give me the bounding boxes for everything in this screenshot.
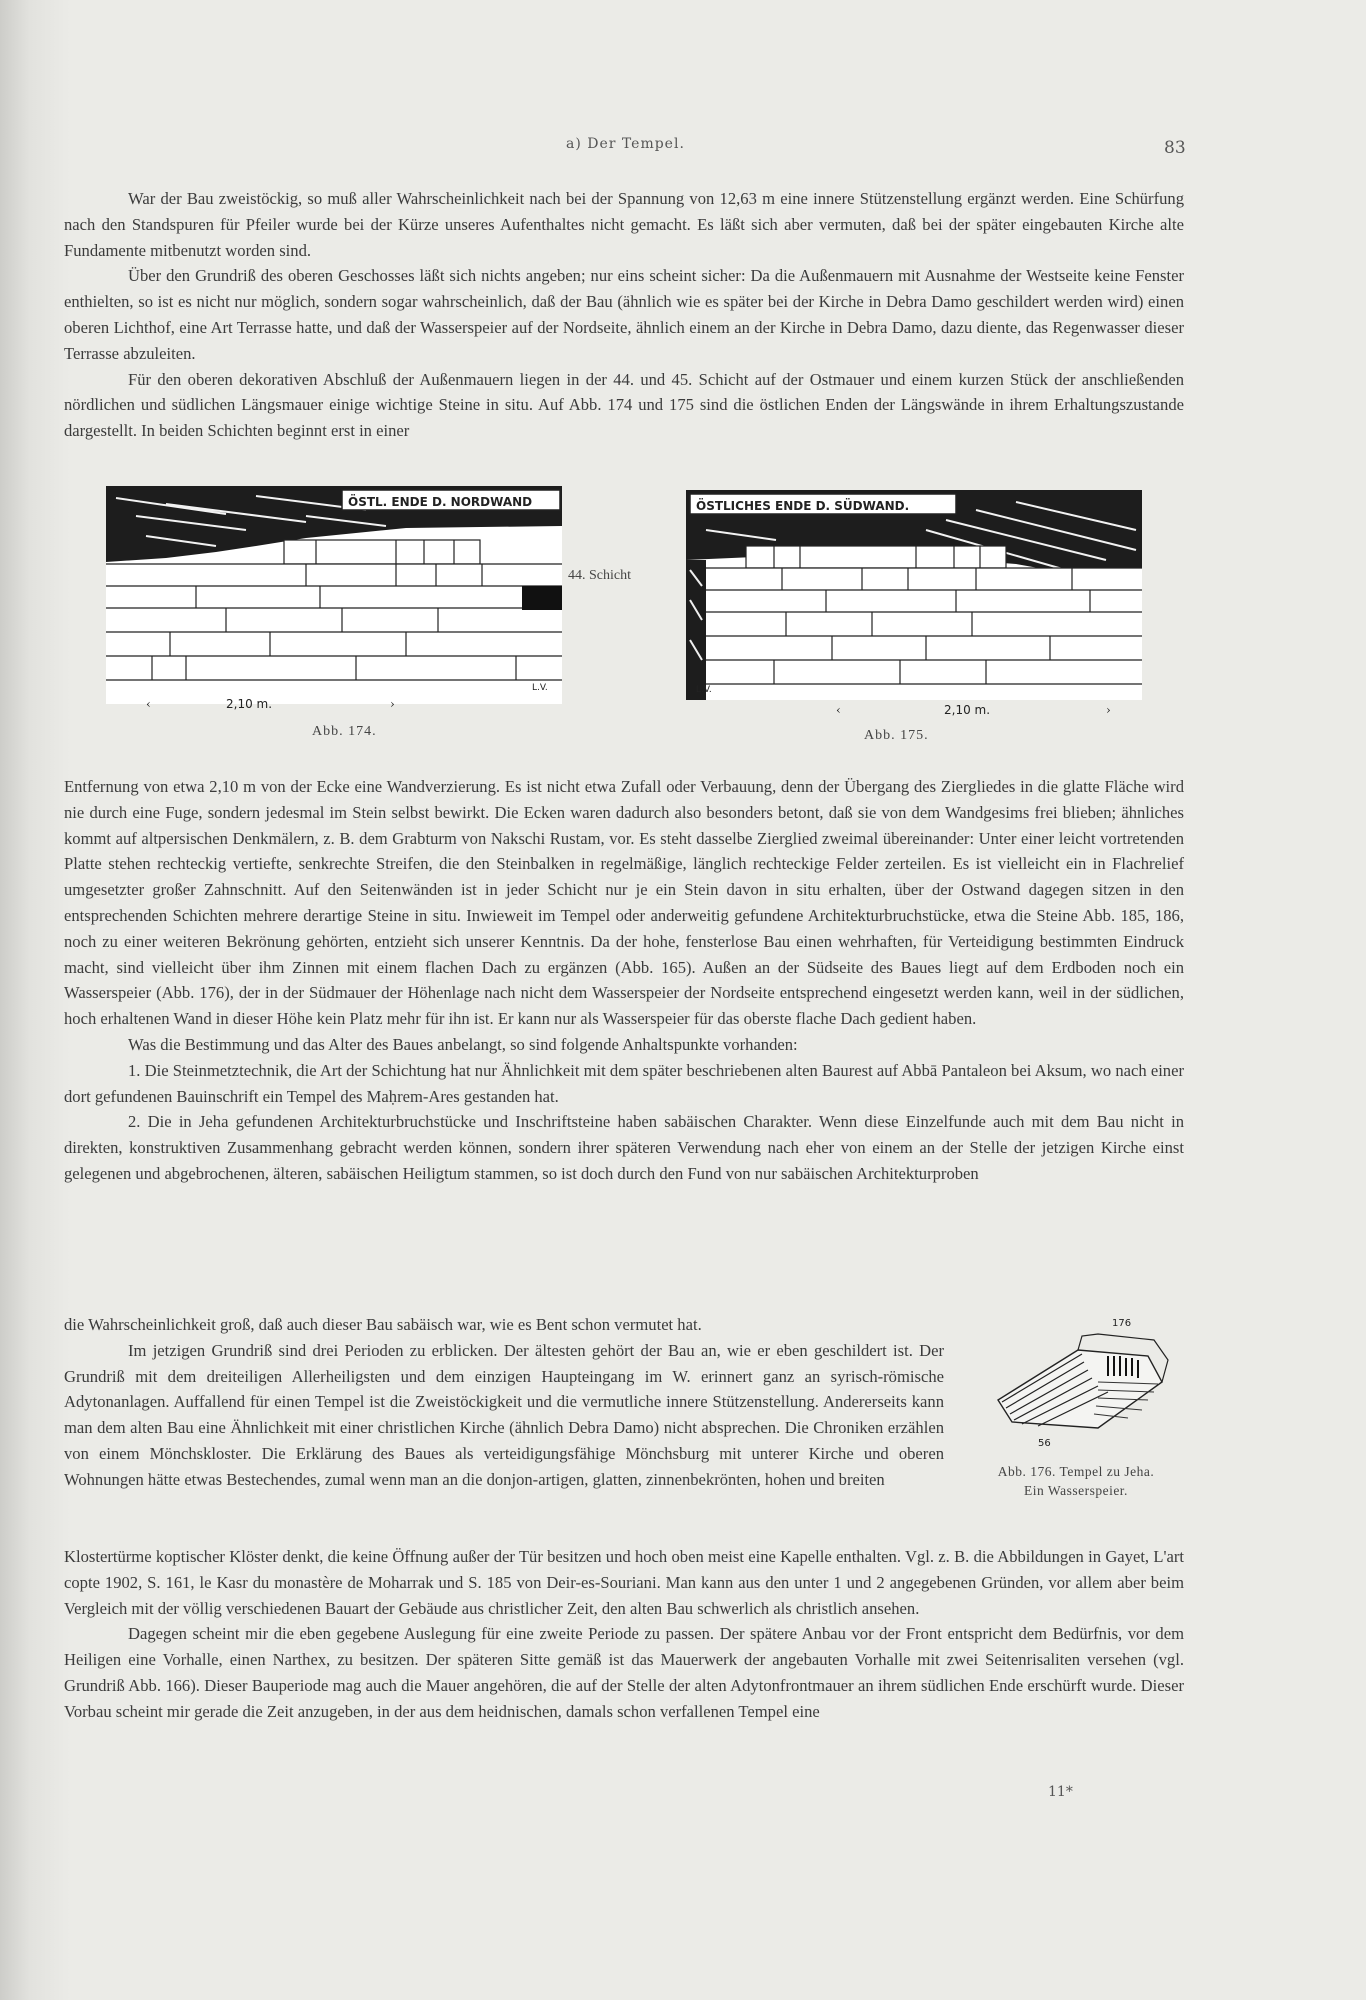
svg-text:›: ›	[1106, 703, 1111, 717]
text-block-bottom	[64, 1544, 1184, 1725]
text-block-middle	[64, 774, 1184, 1187]
paragraph: Im jetzigen Grundriß sind drei Perioden zu erblicken. Der ältesten gehört der Bau an, wie er eben geschildert ist. Der Grundriß mit dem dreiteiligen Allerheiligsten und dem einzigen Haupteingang im W. erinnert ganz an syrisch-römische Adytonanlagen. Auffallend für einen Tempel ist die Zweistöckigkeit und die vermutliche innere Stützenstellung. Andererseits kann man dem alten Bau eine Ähnlichkeit mit einer christlichen Kirche (ähnlich Debra Damo) nicht absprechen. Die Chroniken erzählen von einem Mönchskloster. Die Erklärung des Baues als verteidigungsfähige Mönchsburg mit unterer Kirche und oberen Wohnungen hätte etwas Bestechendes, zumal wenn man an die donjon-artigen, glatten, zinnenbekrönten, hohen und breiten	[64, 1340, 944, 1489]
page-number: 83	[1164, 138, 1186, 158]
paragraph: Entfernung von etwa 2,10 m von der Ecke eine Wandverzierung. Es ist nicht etwa Zufall oder Verbauung, denn der Übergang des Ziergliedes in die glatte Fläche wird nie durch eine Fuge, sondern jedesmal im Stein selbst bewirkt. Die Ecken waren dadurch also besonders betont, daß sie von dem Wandgesims frei blieben; ähnliches kommt auf altpersischen Denkmälern, z. B. dem Grabturm von Nakschi Rustam, vor. Es steht dasselbe Zierglied zweimal übereinander: Unter einer leicht vortretenden Platte stehen rechteckig vertiefte, senkrechte Streifen, die den Steinbalken in regelmäßige, länglich rechteckige Felder zerteilen. Es ist vielleicht ein in Flachrelief umgesetzter großer Zahnschnitt. Auf den Seitenwänden ist in jeder Schicht nur je ein Stein davon in situ erhalten, über der Ostwand dagegen sitzen in den entsprechenden Schichten mehrere derartige Steine in situ. Inwieweit im Tempel oder anderweitig gefundene Architekturbruchstücke, etwa die Steine Abb. 185, 186, noch zu einer weiteren Bekrönung gehörten, entzieht sich unserer Kenntnis. Da der hohe, fensterlose Bau einen wehrhaften, für Verteidigung bestimmten Eindruck macht, sind vielleicht über ihm Zinnen mit einem flachen Dach zu ergänzen (Abb. 165). Außen an der Südseite des Baues liegt auf dem Erdboden noch ein Wasserspeier (Abb. 176), der in der Südmauer der Höhenlage nach nicht dem Wasserspeier der Nordseite entsprechend eingesetzt werden kann, weil in der südlichen, hoch erhaltenen Wand in dieser Höhe kein Platz mehr für ihn ist. Er kann nur als Wasserspeier für das oberste flache Dach gedient haben.	[64, 777, 1184, 1029]
section-title: a) Der Tempel.	[566, 136, 685, 152]
svg-text:‹: ‹	[146, 697, 151, 711]
figure-175	[686, 490, 1144, 720]
figure-176	[978, 1310, 1188, 1454]
svg-text:‹: ‹	[836, 703, 841, 717]
fig175-label: ÖSTLICHES ENDE D. SÜDWAND.	[696, 499, 910, 513]
fig176-caption-line: Abb. 176. Tempel zu Jeha.	[997, 1464, 1155, 1479]
paragraph: Für den oberen dekorativen Abschluß der Außenmauern liegen in der 44. und 45. Schicht auf der Ostmauer und einem kurzen Stück der anschließenden nördlichen und südlichen Längsmauer einige wichtige Steine in situ. Auf Abb. 174 und 175 sind die östlichen Enden der Längswände in ihrem Erhaltungszustande dargestellt. In beiden Schichten beginnt erst in einer	[64, 369, 1184, 441]
fig176-caption-line: Ein Wasserspeier.	[1024, 1483, 1128, 1498]
paragraph: Über den Grundriß des oberen Geschosses läßt sich nichts angeben; nur eins scheint sicher: Da die Außenmauern mit Ausnahme der Westseite keine Fenster enthielten, so ist es nicht nur möglich, sondern sogar wahrscheinlich, daß der Bau (ähnlich wie es später bei der Kirche in Debra Damo geschildert werden wird) einen oberen Lichthof, eine Art Terrasse hatte, und daß der Wasserspeier auf der Nordseite, ähnlich einem an der Kirche in Debra Damo, dazu diente, das Regenwasser dieser Terrasse abzuleiten.	[64, 266, 1184, 363]
fig174-caption: Abb. 174.	[312, 724, 377, 739]
running-head	[0, 136, 1366, 160]
fig175-caption: Abb. 175.	[864, 728, 929, 743]
fig176-scale: 56	[1038, 1438, 1051, 1449]
fig174-corner: L.V.	[532, 683, 548, 693]
fig176-caption	[966, 1462, 1186, 1500]
waterspout-drawing	[978, 1310, 1178, 1450]
layer-label: 44. Schicht	[568, 568, 631, 583]
signature-mark: 11*	[1048, 1784, 1073, 1800]
paragraph: die Wahrscheinlichkeit groß, daß auch dieser Bau sabäisch war, wie es Bent schon vermutet hat.	[64, 1315, 702, 1334]
wall-drawing-south	[686, 490, 1144, 720]
text-block-narrow	[64, 1312, 944, 1493]
paragraph: Dagegen scheint mir die eben gegebene Auslegung für eine zweite Periode zu passen. Der spätere Anbau vor der Front entspricht dem Bedürfnis, vor dem Heiligen eine Vorhalle, einen Narthex, zu besitzen. Der späteren Sitte gemäß ist das Mauerwerk der angebauten Vorhalle mit zwei Seitenrisaliten versehen (vgl. Grundriß Abb. 166). Dieser Bauperiode mag auch die Mauer angehören, die auf der Stelle der alten Adytonfrontmauer an ihrem südlichen Ende erschürft wurde. Dieser Vorbau scheint mir gerade die Zeit anzugeben, in der aus dem heidnischen, damals schon verfallenen Tempel eine	[64, 1624, 1184, 1721]
paragraph: Klostertürme koptischer Klöster denkt, die keine Öffnung außer der Tür besitzen und hoch oben meist eine Kapelle enthalten. Vgl. z. B. die Abbildungen in Gayet, L'art copte 1902, S. 161, le Kasr du monastère de Moharrak und S. 185 von Deir-es-Souriani. Man kann aus den unter 1 und 2 angegebenen Gründen, vor allem aber beim Vergleich mit der völlig verschiedenen Bauart der Gebäude aus christlicher Zeit, den alten Bau schwerlich als christlich ansehen.	[64, 1547, 1184, 1618]
figure-174	[106, 486, 564, 714]
fig174-label: ÖSTL. ENDE D. NORDWAND	[348, 495, 533, 509]
fig174-scale: 2,10 m.	[226, 697, 273, 711]
fig175-scale: 2,10 m.	[944, 703, 991, 717]
text-block-top	[64, 186, 1184, 444]
fig176-label: 176	[1112, 1318, 1132, 1329]
fig175-corner: L.V.	[696, 685, 712, 695]
paragraph: Was die Bestimmung und das Alter des Baues anbelangt, so sind folgende Anhaltspunkte vorhanden:	[128, 1034, 798, 1054]
paragraph: 1. Die Steinmetztechnik, die Art der Schichtung hat nur Ähnlichkeit mit dem später beschriebenen alten Baurest auf Abbā Pantaleon bei Aksum, wo nach einer dort gefundenen Bauinschrift ein Tempel des Maḥrem-Ares gestanden hat.	[64, 1060, 1184, 1106]
svg-text:›: ›	[390, 697, 395, 711]
paragraph: 2. Die in Jeha gefundenen Architekturbruchstücke und Inschriftsteine haben sabäischen Charakter. Wenn diese Einzelfunde auch mit dem Bau nicht in direkten, konstruktiven Zusammenhang gebracht werden können, sondern ihrer späteren Verwendung nach eher von einem an der Stelle der jetzigen Kirche einst gelegenen und abgebrochenen, älteren, sabäischen Heiligtum stammen, so ist doch durch den Fund von nur sabäischen Architekturproben	[64, 1112, 1184, 1183]
wall-drawing-north	[106, 486, 564, 714]
paragraph: War der Bau zweistöckig, so muß aller Wahrscheinlichkeit nach bei der Spannung von 12,63 m eine innere Stützenstellung ergänzt werden. Eine Schürfung nach den Standspuren für Pfeiler wurde bei der Kürze unseres Aufenthaltes nicht gemacht. Es läßt sich aber vermuten, daß bei der später eingebauten Kirche alte Fundamente mitbenutzt worden sind.	[64, 189, 1184, 260]
